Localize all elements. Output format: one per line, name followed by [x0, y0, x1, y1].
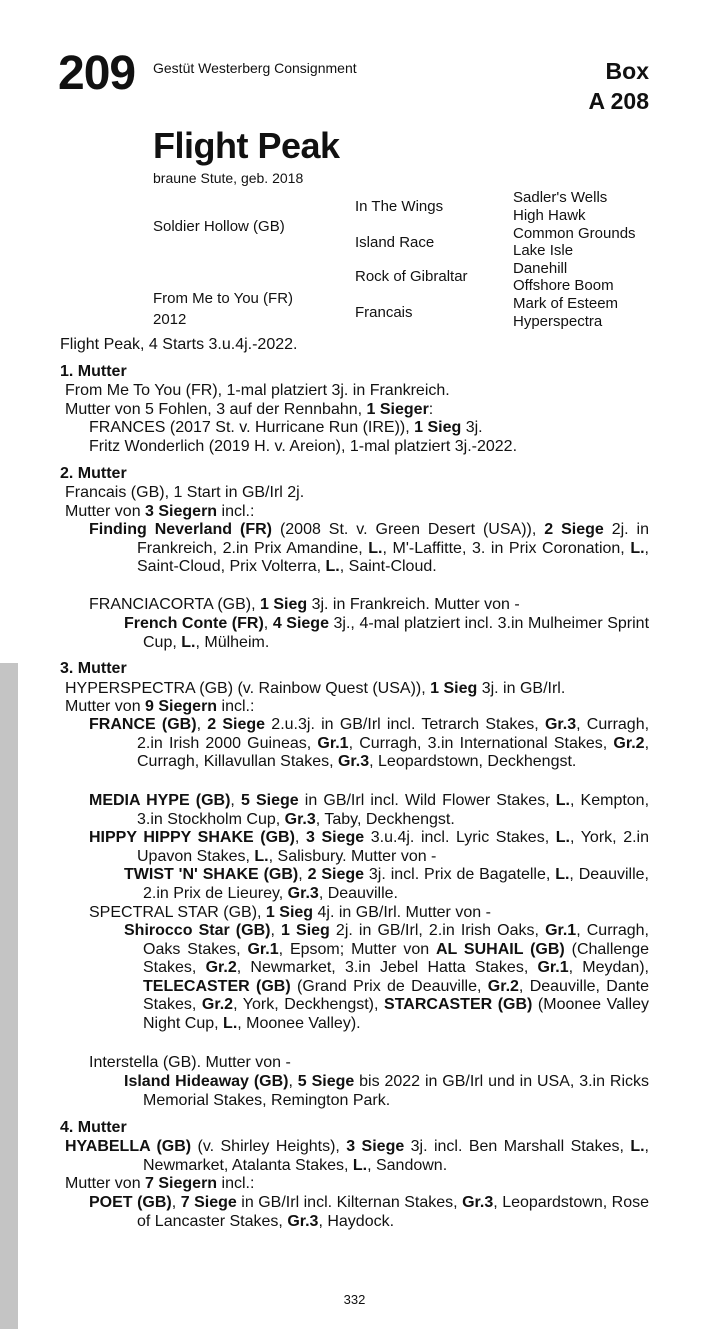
bold-text: Gr.2 — [487, 977, 519, 995]
pedigree-gen3-6: Offshore Boom — [513, 277, 614, 294]
bold-text: Gr.3 — [284, 810, 316, 828]
bold-text: HYABELLA (GB) — [65, 1138, 192, 1155]
bold-text: Gr.1 — [247, 940, 279, 958]
m1-offspring-line — [65, 401, 433, 420]
bold-text: 2 Siege — [207, 716, 266, 733]
bold-text: 7 Siege — [180, 1194, 237, 1211]
m3-twist-n-shake — [124, 866, 649, 903]
bold-text: 5 Siege — [240, 792, 299, 809]
pedigree-gen2-1: In The Wings — [355, 198, 444, 215]
text-run: , — [196, 716, 208, 733]
text-run: , Moonee Valley). — [237, 1014, 361, 1032]
text-run: , Curragh, Killavullan Stakes, — [137, 734, 650, 770]
pedigree-gen3-2: High Hawk — [513, 207, 586, 224]
bold-text: HIPPY HIPPY SHAKE (GB) — [89, 829, 295, 846]
bold-text: POET (GB) — [89, 1194, 172, 1211]
text-run: , Haydock. — [318, 1212, 395, 1230]
text-run: Mutter von 5 Fohlen, 3 auf der Rennbahn, — [65, 401, 367, 418]
text-run: , Newmarket, Atalanta Stakes, — [143, 1138, 649, 1174]
pedigree-gen3-7: Mark of Esteem — [513, 295, 619, 312]
section-title-m1: 1. Mutter — [60, 363, 127, 380]
m2-franciacorta — [89, 596, 520, 615]
m3-media-hype — [89, 792, 650, 829]
lot-number: 209 — [58, 47, 136, 100]
m3-line — [65, 680, 565, 699]
horse-name: Flight Peak — [153, 125, 340, 166]
pedigree-gen3-5: Danehill — [513, 260, 568, 277]
text-run: (Challenge Stakes, — [143, 940, 650, 976]
bold-text: 1 Sieg — [430, 680, 478, 697]
text-run: , Newmarket, 3.in Jebel Hatta Stakes, — [236, 959, 538, 976]
text-run: , York, Deckhengst), — [233, 996, 385, 1013]
bold-text: Island Hideaway (GB) — [124, 1073, 289, 1090]
bold-text: Gr.3 — [287, 1212, 319, 1230]
section-title-m4: 4. Mutter — [60, 1119, 127, 1136]
text-run: 3j., 4-mal platziert incl. 3.in Mulheimer Sprint Cup, — [143, 615, 650, 651]
text-run: in GB/Irl incl. Wild Flower Stakes, — [298, 792, 556, 809]
text-run: : — [428, 401, 434, 418]
text-run: incl.: — [217, 503, 255, 520]
text-run: , Curragh, 3.in International Stakes, — [348, 734, 614, 752]
pedigree-gen2-3: Rock of Gibraltar — [355, 268, 468, 285]
text-run: incl.: — [217, 698, 255, 715]
text-run: , Deauville, Dante Stakes, — [143, 977, 649, 1013]
text-run: , Mülheim. — [195, 633, 270, 651]
text-run: , — [230, 792, 241, 809]
bold-text: Gr.1 — [537, 959, 569, 976]
section-title-m3: 3. Mutter — [60, 660, 127, 677]
bold-text: L. — [352, 1156, 368, 1174]
m3-shirocco-star — [124, 922, 650, 1033]
text-run: 2j. in Frankreich, 2.in Prix Amandine, — [137, 521, 650, 557]
text-run: Mutter von — [65, 1175, 146, 1192]
pedigree-gen3-1: Sadler's Wells — [513, 189, 608, 206]
bold-text: L. — [630, 1138, 645, 1155]
text-run: , M'-Laffitte, 3. in Prix Coronation, — [382, 539, 631, 557]
pedigree-dam-year: 2012 — [153, 311, 187, 328]
race-record: Flight Peak, 4 Starts 3.u.4j.-2022. — [60, 336, 298, 353]
text-run: , Sandown. — [367, 1156, 448, 1174]
m3-hippy-hippy-shake — [89, 829, 649, 866]
bold-text: L. — [254, 847, 269, 865]
text-run: , Curragh, Oaks Stakes, — [143, 922, 650, 958]
bold-text: L. — [368, 539, 383, 557]
m3-spectral-star — [89, 904, 491, 923]
text-run: (v. Shirley Heights), — [191, 1138, 347, 1155]
box-label — [588, 56, 649, 116]
text-run: HYPERSPECTRA (GB) (v. Rainbow Quest (USA)), — [65, 680, 431, 697]
text-run: , Deauville, 2.in Prix de Lieurey, — [143, 866, 649, 902]
pedigree-gen3-3: Common Grounds — [513, 225, 636, 242]
bold-text: 2 Siege — [544, 521, 604, 538]
consignor: Gestüt Westerberg Consignment — [153, 60, 357, 76]
text-run: 3j. in Frankreich. Mutter von - — [307, 596, 520, 613]
text-run: , Saint-Cloud. — [339, 558, 437, 575]
text-run: FRANCES (2017 St. v. Hurricane Run (IRE)), — [89, 419, 415, 436]
m2-finding-neverland — [89, 521, 650, 577]
text-run: bis 2022 in GB/Irl und in USA, 3.in Ricks Memorial Stakes, Remington Park. — [143, 1073, 649, 1109]
bold-text: 9 Siegern — [145, 698, 218, 715]
text-run: , — [270, 922, 282, 939]
m1-foal-frances — [89, 419, 483, 438]
bold-text: Gr.3 — [287, 884, 319, 902]
page-edge-tab — [0, 663, 18, 1329]
text-run: Mutter von — [65, 503, 146, 520]
pedigree-dam: From Me to You (FR) — [153, 290, 294, 307]
bold-text: Gr.2 — [201, 996, 234, 1013]
bold-text: 2 Siege — [307, 866, 365, 883]
text-run: 2.u.3j. in GB/Irl incl. Tetrarch Stakes, — [265, 716, 545, 733]
bold-text: Gr.1 — [545, 922, 577, 939]
m4-hyabella — [65, 1138, 649, 1175]
bold-text: Gr.3 — [462, 1194, 494, 1211]
box-number: A 208 — [588, 88, 649, 114]
text-run: Mutter von — [65, 698, 146, 715]
text-run: , — [298, 866, 308, 883]
text-run: incl.: — [217, 1175, 255, 1192]
text-run: , Taby, Deckhengst. — [315, 810, 455, 828]
text-run: in GB/Irl incl. Kilternan Stakes, — [236, 1194, 463, 1211]
m2-line: Francais (GB), 1 Start in GB/Irl 2j. — [65, 484, 305, 501]
m2-french-conte — [124, 615, 650, 652]
bold-text: Gr.2 — [613, 734, 645, 752]
text-run: , Salisbury. Mutter von - — [268, 847, 437, 865]
text-run: (2008 St. v. Green Desert (USA)), — [272, 521, 545, 538]
text-run: , Leopardstown, Deckhengst. — [369, 753, 577, 770]
text-run: 3j. in GB/Irl. — [477, 680, 566, 697]
text-run: 3j. incl. Ben Marshall Stakes, — [404, 1138, 631, 1155]
m4-offspring-line — [65, 1175, 254, 1194]
text-run: 3.u.4j. incl. Lyric Stakes, — [364, 829, 556, 846]
m3-island-hideaway — [124, 1073, 649, 1110]
pedigree-gen2-2: Island Race — [355, 234, 435, 251]
text-run: 3j. incl. Prix de Bagatelle, — [364, 866, 556, 883]
bold-text: 3 Siege — [305, 829, 365, 846]
bold-text: Gr.3 — [337, 753, 370, 770]
text-run: SPECTRAL STAR (GB), — [89, 904, 266, 921]
bold-text: 7 Siegern — [145, 1175, 218, 1192]
text-run: 4j. in GB/Irl. Mutter von - — [313, 904, 491, 921]
pedigree-gen3-8: Hyperspectra — [513, 313, 603, 330]
bold-text: STARCASTER (GB) — [384, 996, 533, 1013]
text-run: , — [263, 615, 273, 632]
bold-text: 3 Siege — [346, 1138, 405, 1155]
text-run: , Curragh, 2.in Irish 2000 Guineas, — [137, 716, 650, 752]
bold-text: TELECASTER (GB) — [143, 977, 291, 995]
bold-text: AL SUHAIL (GB) — [436, 940, 565, 958]
bold-text: 1 Sieg — [281, 922, 330, 939]
bold-text: 5 Siege — [297, 1073, 355, 1090]
text-run: 3j. — [461, 419, 483, 436]
bold-text: French Conte (FR) — [124, 615, 264, 632]
section-title-m2: 2. Mutter — [60, 465, 127, 482]
bold-text: 1 Sieg — [259, 596, 308, 613]
bold-text: TWIST 'N' SHAKE (GB) — [124, 866, 299, 883]
text-run: , Leopardstown, Rose of Lancaster Stakes, — [137, 1194, 650, 1230]
text-run: 2j. in GB/Irl, 2.in Irish Oaks, — [329, 922, 546, 939]
m3-interstella: Interstella (GB). Mutter von - — [89, 1054, 291, 1071]
bold-text: Gr.1 — [317, 734, 349, 752]
bold-text: L. — [223, 1014, 238, 1032]
pedigree-sire: Soldier Hollow (GB) — [153, 218, 285, 235]
text-run: , Saint-Cloud, Prix Volterra, — [137, 539, 649, 575]
bold-text: L. — [555, 866, 570, 883]
text-run: , — [294, 829, 306, 846]
m2-offspring-line — [65, 503, 254, 522]
pedigree-gen3-4: Lake Isle — [513, 242, 574, 259]
bold-text: 1 Sieg — [265, 904, 314, 921]
bold-text: 1 Sieg — [414, 419, 462, 436]
bold-text: 1 Sieger — [366, 401, 429, 418]
text-run: , Epsom; Mutter von — [278, 940, 436, 958]
box-label-line1: Box — [605, 58, 649, 84]
bold-text: 4 Siege — [272, 615, 329, 632]
bold-text: L. — [181, 633, 196, 651]
m1-line: From Me To You (FR), 1-mal platziert 3j. in Frankreich. — [65, 382, 450, 399]
bold-text: L. — [555, 829, 570, 846]
bold-text: Shirocco Star (GB) — [124, 922, 271, 939]
m3-france — [89, 716, 650, 772]
bold-text: L. — [555, 792, 570, 809]
text-run: , — [288, 1073, 298, 1090]
bold-text: Gr.3 — [544, 716, 577, 733]
text-run: , — [171, 1194, 181, 1211]
text-run: FRANCIACORTA (GB), — [89, 596, 260, 613]
text-run: , York, 2.in Upavon Stakes, — [137, 829, 649, 865]
text-run: , Kempton, 3.in Stockholm Cup, — [137, 792, 650, 828]
text-run: , Deauville. — [318, 884, 398, 902]
bold-text: 3 Siegern — [145, 503, 218, 520]
text-run: (Grand Prix de Deauville, — [290, 977, 488, 995]
page-number: 332 — [343, 1292, 366, 1307]
m4-poet — [89, 1194, 650, 1231]
bold-text: L. — [630, 539, 645, 557]
m3-offspring-line — [65, 698, 254, 717]
bold-text: FRANCE (GB) — [89, 716, 197, 733]
bold-text: L. — [325, 558, 340, 575]
bold-text: Gr.2 — [205, 959, 237, 976]
horse-description: braune Stute, geb. 2018 — [153, 170, 304, 186]
pedigree-gen2-4: Francais — [355, 304, 413, 321]
m1-foal-fritz: Fritz Wonderlich (2019 H. v. Areion), 1-mal platziert 3j.-2022. — [89, 438, 518, 455]
text-run: , Meydan), — [568, 959, 649, 976]
text-run: (Moonee Valley Night Cup, — [143, 996, 650, 1032]
bold-text: Finding Neverland (FR) — [89, 521, 272, 538]
bold-text: MEDIA HYPE (GB) — [89, 792, 231, 809]
